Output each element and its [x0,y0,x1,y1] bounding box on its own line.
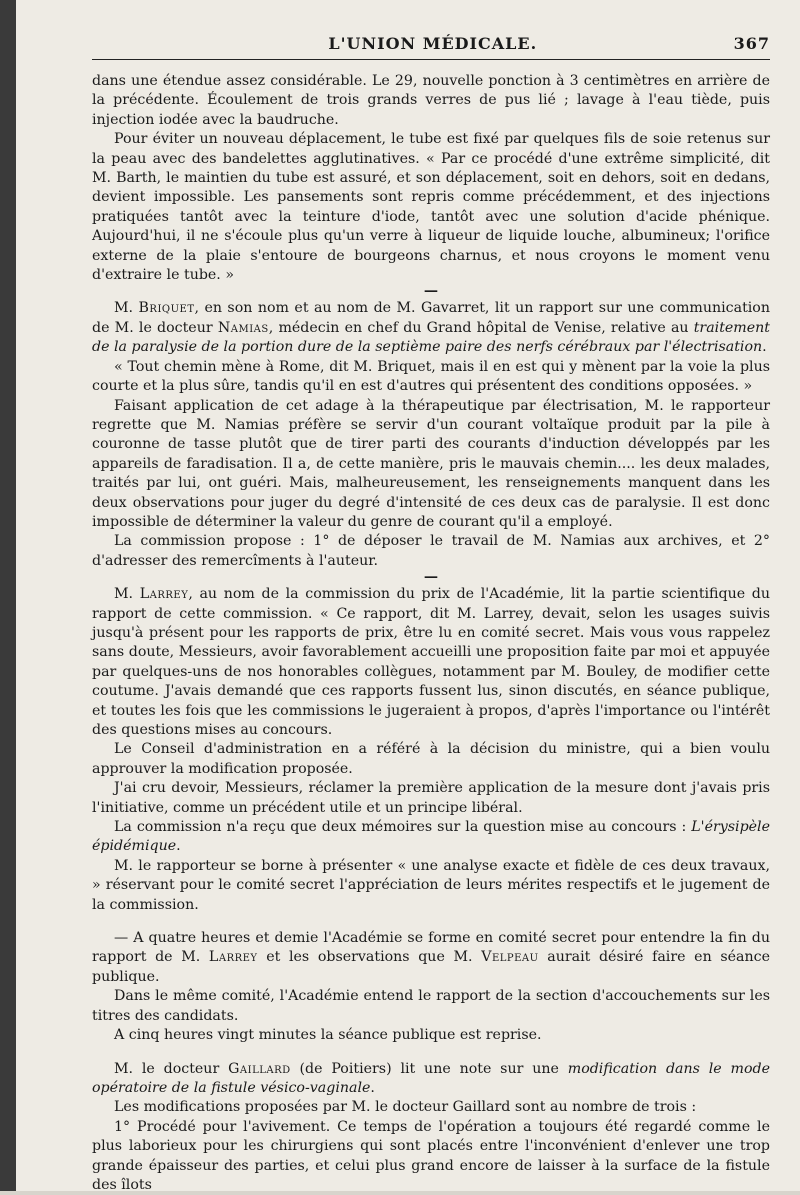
person-name: Velpeau [481,949,539,966]
person-name: Gaillard [228,1060,291,1077]
paragraph-p14 [92,1026,770,1045]
text-run: Le Conseil d'administration en a référé à la décision du ministre, qui a bien voulu approuver la modification proposée. [92,741,770,777]
section-separator [92,915,770,929]
text-run: La commission propose : 1° de déposer le travail de M. Namias aux archives, et 2° d'adresser des remercîments à l'auteur. [92,533,770,569]
person-name: Larrey [208,949,258,966]
text-run: . [762,339,767,356]
header-rule [92,59,770,60]
text-run: Les modifications proposées par M. le docteur Gaillard sont au nombre de trois : [114,1099,697,1116]
italic-phrase: modification dans le mode opératoire de la fistule vésico-vaginale [92,1060,771,1096]
text-run: , au nom de la commission du prix de l'Académie, lit la partie scientifique du rapport de cette commission. « Ce rapport, dit M. Larrey, devait, selon les usages suivis jusqu'à présent pour les rapports de prix, être lu en comité secret. Mais vous vous rappelez sans doute, Messieurs, avoir favorablement accueilli une proposition faite par moi et appuyée par quelques-uns de nos honorables collègues, notamment par M. Bouley, de modifier cette coutume. J'avais demandé que ces rapports fussent lus, sinon discutés, en séance publique, et toutes les fois que les commissions le jugeraient à propos, d'après l'importance ou l'intérêt des questions mises au concours. [92,586,771,738]
section-separator: — [423,283,439,300]
paragraph-p13 [92,987,770,1026]
person-name: Larrey [139,586,189,603]
text-run: La commission n'a reçu que deux mémoires sur la question mise au concours : [114,819,692,836]
paragraph-p7 [92,585,770,740]
text-run: J'ai cru devoir, Messieurs, réclamer la première application de la mesure dont j'avais pris l'initiative, comme un précédent utile et un principe libéral. [92,780,770,816]
page-number: 367 [733,34,770,53]
paragraph-p12 [92,929,770,987]
page-gutter-shadow [0,0,16,1191]
text-run: M. le rapporteur se borne à présenter « une analyse exacte et fidèle de ces deux travaux, » réservant pour le comité secret l'appréciation de leurs mérites respectifs et le jugement de la commission. [92,857,770,913]
paragraph-p3 [92,299,770,357]
text-run: dans une étendue assez considérable. Le 29, nouvelle ponction à 3 centimètres en arrière de la précédente. Écoulement de trois grands verres de pus lié ; lavage à l'eau tiède, puis injection iodée avec la baudruche. [92,73,770,128]
text-run: M. [114,300,139,317]
text-run: — A quatre heures et demie l'Académie se forme en comité secret pour entendre la fin du rapport de M. [92,930,770,966]
paragraph-p11 [92,857,770,915]
text-run: 1° Procédé pour l'avivement. Ce temps de l'opération a toujours été regardé comme le plus laborieux pour les chirurgiens qui sont placés entre l'inconvénient d'enlever une trop grande épaisseur des parties, et celui plus grand encore de laisser à la surface de la fistule des îlots [92,1118,770,1193]
running-header [92,34,770,53]
person-name: Namias [217,319,269,336]
paragraph-p5 [92,397,770,533]
person-name: Briquet [138,300,195,317]
text-run: , médecin en chef du Grand hôpital de Venise, relative au [268,319,694,336]
text-run: , en son nom et au nom de M. Gavarret, lit un rapport sur une communication de M. le docteur [92,300,770,336]
text-run: (de Poitiers) lit une note sur une [290,1060,568,1077]
journal-title: L'UNION MÉDICALE. [328,34,538,53]
text-run: . [370,1079,375,1096]
paragraph-p1 [92,72,770,130]
text-run: Dans le même comité, l'Académie entend le rapport de la section d'accouchements sur les titres des candidats. [92,988,770,1024]
italic-phrase: traitement de la paralysie de la portion dure de la septième paire des nerfs cérébraux par l'électrisation [92,319,770,356]
text-run: Faisant application de cet adage à la thérapeutique par électrisation, M. le rapporteur regrette que M. Namias préfère se servir d'un courant voltaïque produit par la pile à couronne de tasse plutôt que de tirer parti des courants d'induction développés par les appareils de faradisation. Il a, de cette manière, pris le mauvais chemin.... les deux malades, traités par lui, ont guéri. Mais, malheureusement, les renseignements manquent dans les deux observations pour juger du degré d'intensité de ces deux cas de paralysie. Il est donc impossible de déterminer la valeur du genre de courant qu'il a employé. [92,397,770,530]
paragraph-p10 [92,818,770,857]
paragraph-p6 [92,532,770,571]
paragraph-p16 [92,1098,770,1117]
paragraph-p8 [92,740,770,779]
section-separator: — [423,569,439,586]
text-run: A cinq heures vingt minutes la séance publique est reprise. [114,1027,542,1044]
paragraph-p9 [92,779,770,818]
paragraph-p4 [92,358,770,397]
paragraph-p2 [92,130,770,285]
text-run: et les observations que M. [257,949,482,966]
article-body [92,72,770,1195]
text-run: . [176,838,181,855]
text-run: « Tout chemin mène à Rome, dit M. Briquet, mais il en est qui y mènent par la voie la plus courte et la plus sûre, tandis qu'il en est d'autres qui présentent des conditions opposées. » [92,358,770,395]
italic-phrase: L'érysipèle épidémique [92,819,770,855]
text-run: Pour éviter un nouveau déplacement, le tube est fixé par quelques fils de soie retenus sur la peau avec des bandelettes agglutinatives. « Par ce procédé d'une extrême simplicité, dit M. Barth, le maintien du tube est assuré, et son déplacement, soit en dehors, soit en dedans, devient impossible. Les pansements sont repris comme précédemment, et des injections pratiquées tantôt avec la teinture d'iode, tantôt avec une solution d'acide phénique. Aujourd'hui, il ne s'écoule plus qu'un verre à liqueur de liquide louche, albumineux; l'orifice externe de la plaie s'entoure de bourgeons charnus, et nous croyons le moment venu d'extraire le tube. » [92,131,770,284]
section-separator [92,1046,770,1060]
text-run: M. [114,586,140,603]
text-run: aurait désiré faire en séance publique. [92,949,770,985]
text-run: M. le docteur [114,1060,229,1077]
paragraph-p17 [92,1118,770,1195]
paragraph-p15 [92,1060,770,1099]
